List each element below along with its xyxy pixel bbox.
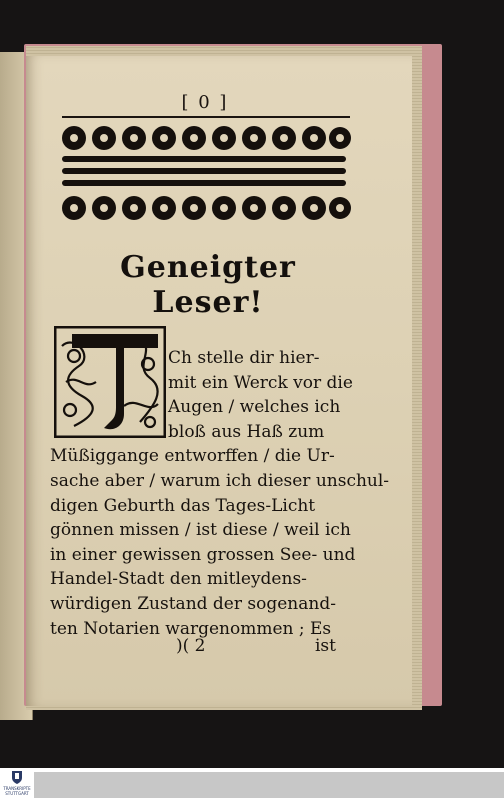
logo-text: TRANSKRIPTE STUTTGART <box>3 786 31 796</box>
text-line: gönnen missen / ist diese / weil ich <box>50 520 351 541</box>
crest-icon <box>0 768 34 786</box>
text-line: würdigen Zustand der sogenand- <box>50 593 336 614</box>
text-line: Augen / welches ich <box>168 397 341 418</box>
ornament-band <box>56 120 352 228</box>
catchline <box>50 636 342 660</box>
text-line: Handel-Stadt den mitleydens- <box>50 569 307 590</box>
catchword: ist <box>315 636 336 656</box>
signature-mark: )( 2 <box>176 636 206 656</box>
header-rule <box>62 116 350 118</box>
text-line: ten Notarien wargenommen ; Es <box>50 618 332 639</box>
ornament-row-middle <box>62 156 346 186</box>
text-line: in einer gewissen grossen See- und <box>50 544 356 565</box>
text-line: sache aber / warum ich dieser unschul- <box>50 470 390 491</box>
body-text <box>50 346 390 641</box>
text-line: bloß aus Haß zum <box>168 421 325 442</box>
footer-scroll-strip[interactable] <box>34 772 504 798</box>
text-line: Müßiggange entworffen / die Ur- <box>50 446 335 467</box>
page-heading: Geneigter Leser! <box>120 250 296 320</box>
text-line: digen Geburth das Tages-Licht <box>50 495 316 516</box>
page-header: [ 0 ] <box>181 92 229 113</box>
text-line: mit ein Werck vor die <box>168 372 353 393</box>
text-line: Ch stelle dir hier- <box>168 348 320 368</box>
